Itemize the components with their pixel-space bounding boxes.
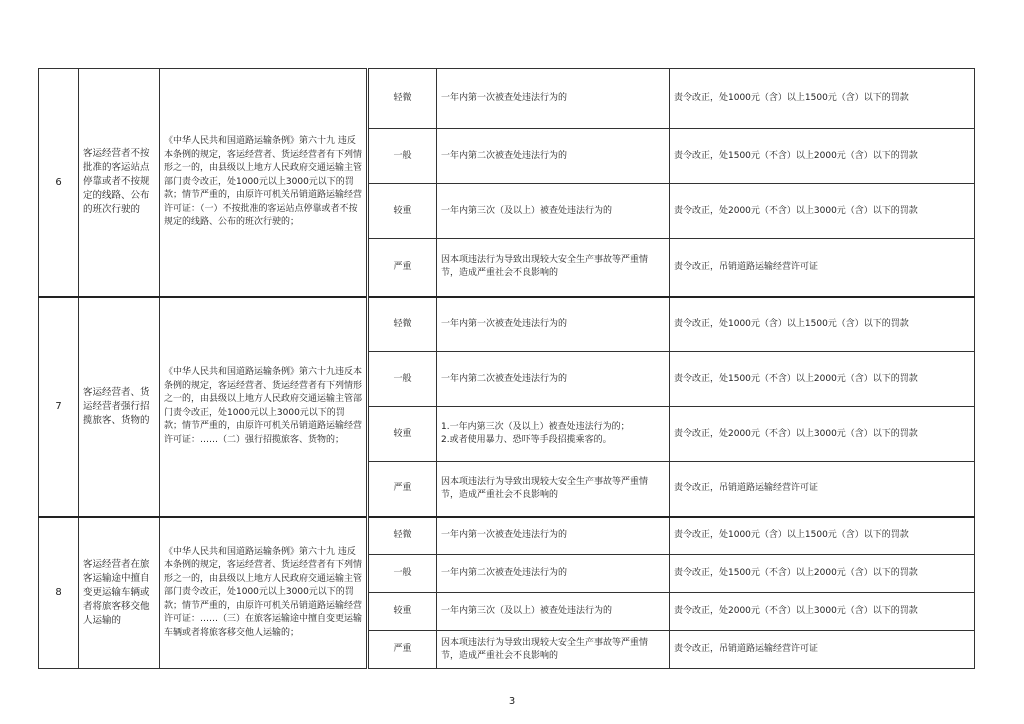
- table-row: [39, 517, 975, 555]
- penalty-standard: 责令改正，吊销道路运输经营许可证: [670, 239, 975, 297]
- violation-condition: 一年内第一次被查处违法行为的: [437, 69, 670, 129]
- severity-level: 严重: [368, 239, 437, 297]
- penalty-standard: 责令改正，处1500元（不含）以上2000元（含）以下的罚款: [670, 129, 975, 184]
- violation-condition: 因本项违法行为导致出现较大安全生产事故等严重情节，造成严重社会不良影响的: [437, 239, 670, 297]
- violation-item: 客运经营者、货运经营者强行招揽旅客、货物的: [79, 297, 160, 517]
- table-row: [39, 69, 975, 129]
- violation-condition: 一年内第二次被查处违法行为的: [437, 555, 670, 593]
- penalty-standard: 责令改正，处1500元（不含）以上2000元（含）以下的罚款: [670, 555, 975, 593]
- violation-condition: 一年内第二次被查处违法行为的: [437, 129, 670, 184]
- severity-level: 轻微: [368, 517, 437, 555]
- page-number: 3: [508, 696, 516, 707]
- severity-level: 轻微: [368, 69, 437, 129]
- penalty-standard: 责令改正，处2000元（不含）以上3000元（含）以下的罚款: [670, 407, 975, 462]
- severity-level: 较重: [368, 407, 437, 462]
- violation-item: 客运经营者不按批准的客运站点停靠或者不按规定的线路、公布的班次行驶的: [79, 69, 160, 297]
- violation-condition: 一年内第一次被查处违法行为的: [437, 517, 670, 555]
- violation-condition: 因本项违法行为导致出现较大安全生产事故等严重情节，造成严重社会不良影响的: [437, 631, 670, 669]
- severity-level: 较重: [368, 184, 437, 239]
- severity-level: 一般: [368, 555, 437, 593]
- severity-level: 严重: [368, 462, 437, 517]
- table-row: [39, 297, 975, 352]
- violation-condition: 一年内第一次被查处违法行为的: [437, 297, 670, 352]
- violation-condition: 一年内第二次被查处违法行为的: [437, 352, 670, 407]
- item-number: 8: [39, 517, 79, 669]
- item-number: 6: [39, 69, 79, 297]
- penalty-standard: 责令改正，吊销道路运输经营许可证: [670, 631, 975, 669]
- violation-condition: 因本项违法行为导致出现较大安全生产事故等严重情节，造成严重社会不良影响的: [437, 462, 670, 517]
- severity-level: 较重: [368, 593, 437, 631]
- penalty-standard: 责令改正，吊销道路运输经营许可证: [670, 462, 975, 517]
- legal-basis: 《中华人民共和国道路运输条例》第六十九违反本条例的规定，客运经营者、货运经营者有下列情形之一的，由县级以上地方人民政府交通运输主管部门责令改正，处1000元以上3000元以下的罚款；情节严重的，由原许可机关吊销道路运输经营许可证：……（二）强行招揽旅客、货物的；: [160, 297, 368, 517]
- penalty-standard: 责令改正，处1000元（含）以上1500元（含）以下的罚款: [670, 69, 975, 129]
- penalty-standard: 责令改正，处2000元（不含）以上3000元（含）以下的罚款: [670, 593, 975, 631]
- severity-level: 轻微: [368, 297, 437, 352]
- penalty-standard: 责令改正，处2000元（不含）以上3000元（含）以下的罚款: [670, 184, 975, 239]
- legal-basis: 《中华人民共和国道路运输条例》第六十九 违反本条例的规定，客运经营者、货运经营者有下列情形之一的，由县级以上地方人民政府交通运输主管部门责令改正，处1000元以上3000元以下的罚款；情节严重的，由原许可机关吊销道路运输经营许可证：（一）不按批准的客运站点停靠或者不按规定的线路、公布的班次行驶的；: [160, 69, 368, 297]
- penalty-standard: 责令改正，处1500元（不含）以上2000元（含）以下的罚款: [670, 352, 975, 407]
- severity-level: 一般: [368, 352, 437, 407]
- item-number: 7: [39, 297, 79, 517]
- penalty-standard: 责令改正，处1000元（含）以上1500元（含）以下的罚款: [670, 517, 975, 555]
- violation-condition: 1.一年内第三次（及以上）被查处违法行为的； 2.或者使用暴力、恐吓等手段招揽乘客的。: [437, 407, 670, 462]
- violation-item: 客运经营者在旅客运输途中擅自变更运输车辆或者将旅客移交他人运输的: [79, 517, 160, 669]
- severity-level: 一般: [368, 129, 437, 184]
- severity-level: 严重: [368, 631, 437, 669]
- violation-condition: 一年内第三次（及以上）被查处违法行为的: [437, 184, 670, 239]
- violation-condition: 一年内第三次（及以上）被查处违法行为的: [437, 593, 670, 631]
- penalty-discretion-table: [38, 68, 975, 669]
- legal-basis: 《中华人民共和国道路运输条例》第六十九 违反本条例的规定，客运经营者、货运经营者有下列情形之一的，由县级以上地方人民政府交通运输主管部门责令改正，处1000元以上3000元以下的罚款；情节严重的，由原许可机关吊销道路运输经营许可证：……（三）在旅客运输途中擅自变更运输车辆或者将旅客移交他人运输的；: [160, 517, 368, 669]
- penalty-standard: 责令改正，处1000元（含）以上1500元（含）以下的罚款: [670, 297, 975, 352]
